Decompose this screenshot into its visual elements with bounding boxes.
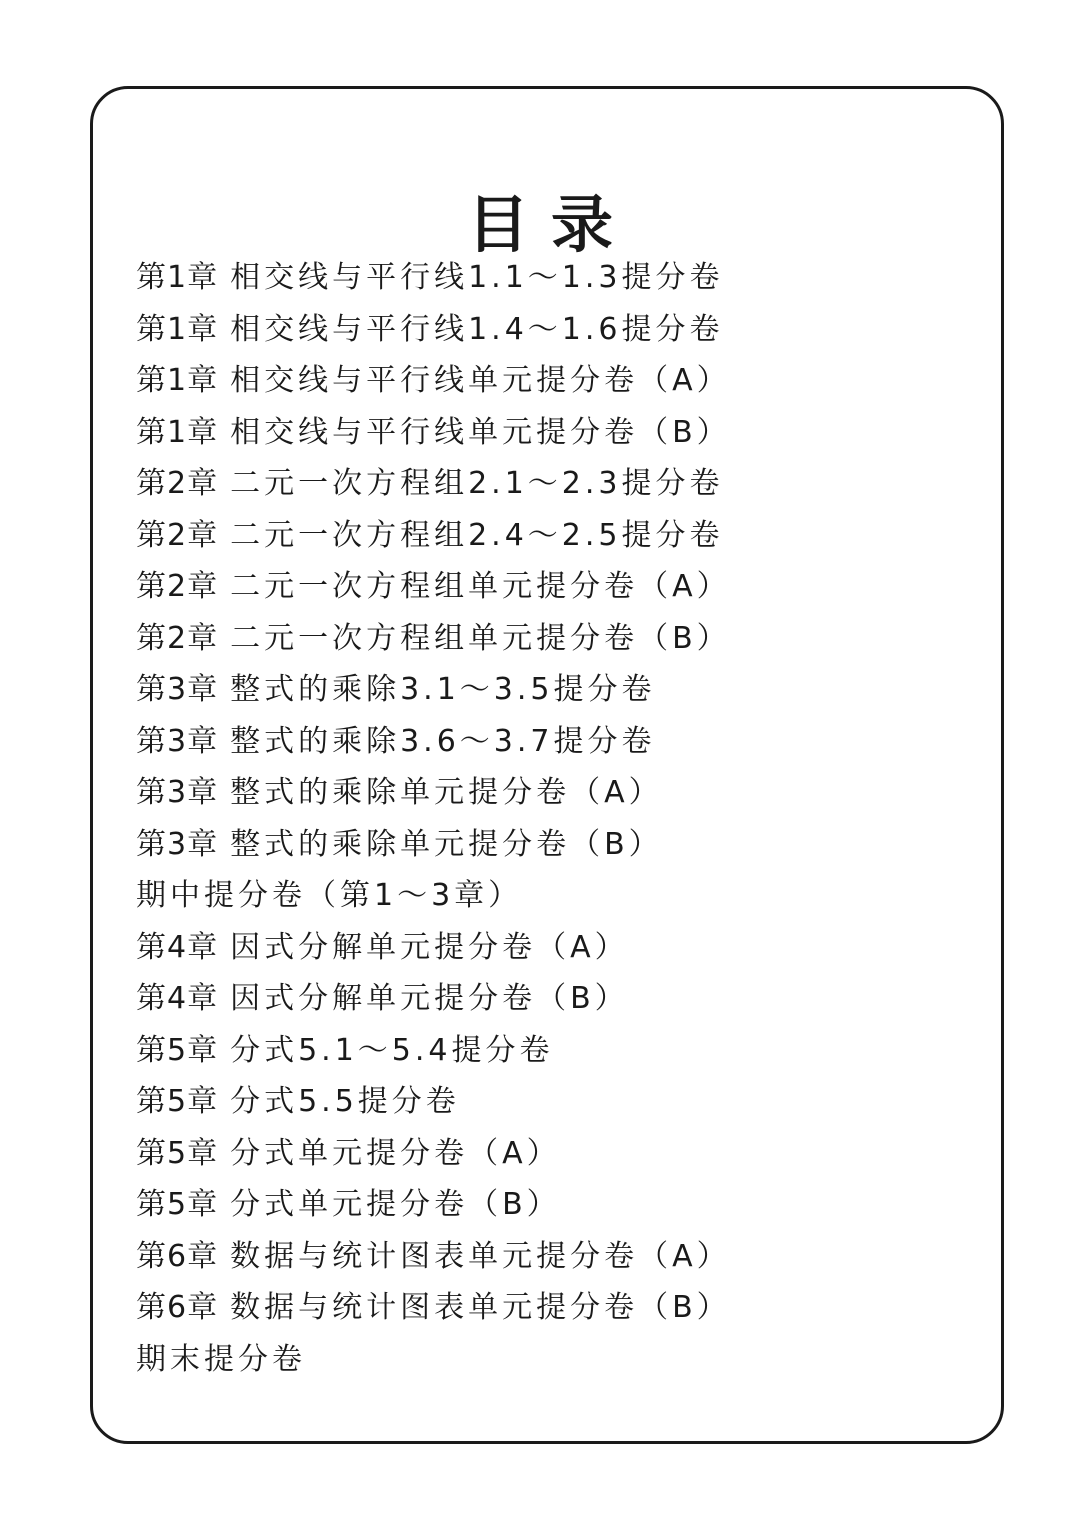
toc-entry[interactable] <box>136 922 731 974</box>
toc-entry[interactable] <box>136 561 731 613</box>
toc-entry[interactable] <box>136 973 731 1025</box>
toc-entry[interactable] <box>136 407 731 459</box>
toc-entry-title: 因式分解单元提分卷（A） <box>230 929 629 965</box>
toc-entry[interactable] <box>136 819 731 871</box>
toc-entry[interactable] <box>136 870 731 922</box>
toc-entry-title: 二元一次方程组2.4～2.5提分卷 <box>230 517 724 553</box>
toc-entry-chapter: 第1章 <box>136 414 219 450</box>
toc-entry-chapter: 第2章 <box>136 569 219 604</box>
toc-entry[interactable] <box>136 304 731 356</box>
toc-entry-chapter: 第1章 <box>136 363 219 398</box>
toc-entry[interactable] <box>136 1076 731 1128</box>
toc-entry[interactable] <box>136 1334 731 1386</box>
toc-entry-title: 二元一次方程组2.1～2.3提分卷 <box>230 466 724 501</box>
toc-entry-title: 数据与统计图表单元提分卷（B） <box>230 1290 731 1325</box>
toc-entry-chapter: 第5章 <box>136 1084 219 1119</box>
toc-entry[interactable] <box>136 458 731 510</box>
toc-entry-title: 整式的乘除单元提分卷（A） <box>230 775 663 810</box>
toc-entry-title: 分式5.1～5.4提分卷 <box>230 1032 554 1068</box>
toc-entry[interactable] <box>136 1179 731 1231</box>
toc-entry-chapter: 第3章 <box>136 723 219 759</box>
toc-entry-chapter: 第6章 <box>136 1238 219 1274</box>
toc-entry-title: 分式5.5提分卷 <box>230 1084 460 1119</box>
toc-entry-title: 相交线与平行线单元提分卷（A） <box>230 363 731 398</box>
toc-entry-chapter: 第2章 <box>136 517 219 553</box>
toc-entry-chapter: 第3章 <box>136 672 219 707</box>
toc-entry-chapter: 第2章 <box>136 620 219 656</box>
toc-entry-chapter: 第2章 <box>136 466 219 501</box>
toc-entry-title: 相交线与平行线单元提分卷（B） <box>230 414 731 450</box>
toc-entry-title: 期中提分卷（第1～3章） <box>136 878 523 913</box>
toc-entry-title: 相交线与平行线1.4～1.6提分卷 <box>230 311 724 347</box>
toc-entry-chapter: 第5章 <box>136 1135 219 1171</box>
toc-entry-title: 二元一次方程组单元提分卷（A） <box>230 569 731 604</box>
toc-entry-chapter: 第3章 <box>136 826 219 862</box>
toc-entry-chapter: 第4章 <box>136 929 219 965</box>
toc-entry-chapter: 第1章 <box>136 260 219 295</box>
toc-entry-title: 数据与统计图表单元提分卷（A） <box>230 1238 731 1274</box>
toc-entry[interactable] <box>136 355 731 407</box>
toc-entry[interactable] <box>136 1128 731 1180</box>
toc-entry-chapter: 第1章 <box>136 311 219 347</box>
toc-entry[interactable] <box>136 716 731 768</box>
toc-entry-chapter: 第5章 <box>136 1032 219 1068</box>
toc-entry[interactable] <box>136 252 731 304</box>
toc-entry-chapter: 第5章 <box>136 1187 219 1222</box>
toc-entry-chapter: 第3章 <box>136 775 219 810</box>
toc-entry-title: 整式的乘除单元提分卷（B） <box>230 826 663 862</box>
toc-entry-chapter: 第6章 <box>136 1290 219 1325</box>
toc-entry[interactable] <box>136 1282 731 1334</box>
toc-entry-title: 二元一次方程组单元提分卷（B） <box>230 620 731 656</box>
toc-entry[interactable] <box>136 1231 731 1283</box>
page-title: 目录 <box>466 187 635 261</box>
toc-entry-chapter: 第4章 <box>136 981 219 1016</box>
table-of-contents <box>136 252 731 1385</box>
toc-entry[interactable] <box>136 767 731 819</box>
toc-entry[interactable] <box>136 613 731 665</box>
toc-entry-title: 分式单元提分卷（B） <box>230 1187 561 1222</box>
toc-entry-title: 整式的乘除3.6～3.7提分卷 <box>230 723 656 759</box>
toc-entry[interactable] <box>136 1025 731 1077</box>
toc-entry-title: 期末提分卷 <box>136 1341 306 1377</box>
toc-entry-title: 相交线与平行线1.1～1.3提分卷 <box>230 260 724 295</box>
toc-entry-title: 整式的乘除3.1～3.5提分卷 <box>230 672 656 707</box>
toc-entry-title: 分式单元提分卷（A） <box>230 1135 561 1171</box>
toc-entry-title: 因式分解单元提分卷（B） <box>230 981 629 1016</box>
toc-entry[interactable] <box>136 664 731 716</box>
toc-entry[interactable] <box>136 510 731 562</box>
